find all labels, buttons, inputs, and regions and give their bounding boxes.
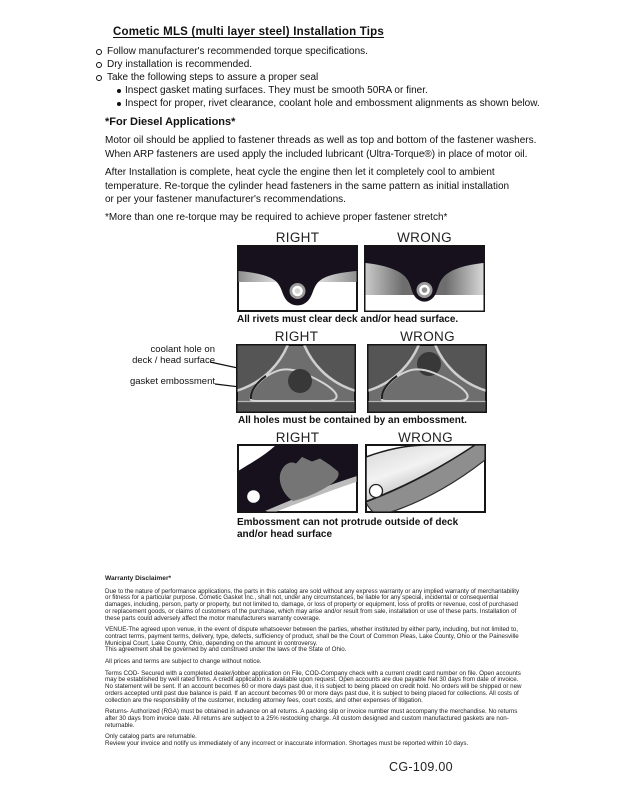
- bullet-text: Follow manufacturer's recommended torque specifications.: [107, 46, 368, 57]
- list-item: [96, 84, 540, 97]
- right-column-header: RIGHT: [274, 329, 319, 344]
- bullet-text: Take the following steps to assure a proper seal: [107, 72, 319, 83]
- disclaimer-paragraph: Review your invoice and notify us immediately of any incorrect or inaccurate information. Shortages must be reported within 10 days.: [105, 740, 469, 748]
- paragraph-line: When ARP fasteners are used apply the included lubricant (Ultra-Torque®) in place of motor oil.: [105, 148, 528, 160]
- rivet-caption: All rivets must clear deck and/or head surface.: [237, 314, 459, 325]
- list-item: [96, 71, 540, 84]
- circle-bullet-icon: [96, 62, 102, 68]
- installation-tips-list: [96, 45, 540, 110]
- coolant-hole-caption: All holes must be contained by an embossment.: [238, 415, 467, 426]
- warranty-disclaimer: [105, 576, 523, 753]
- circle-bullet-icon: [96, 49, 102, 55]
- retorque-footnote: *More than one re-torque may be required to achieve proper fastener stretch*: [105, 212, 448, 223]
- bullet-text: Dry installation is recommended.: [107, 59, 253, 70]
- page-title: Cometic MLS (multi layer steel) Installation Tips: [113, 26, 384, 38]
- disclaimer-paragraph: Returns- Authorized (RGA) must be obtained in advance on all returns. A packing slip or invoice number must accompany the merchandise. No returns after 30 days from invoice date. All returns are subject to a 25% restocking charge. All custom designed and custom manufactured gaskets are non-returnable.: [105, 708, 518, 729]
- paragraph-line: temperature. Re-torque the cylinder head fasteners in the same pattern as initial installation: [105, 180, 510, 192]
- diesel-section-heading: *For Diesel Applications*: [105, 116, 236, 128]
- disclaimer-paragraph: Due to the nature of performance applications, the parts in this catalog are sold without any express warranty or any implied warranty of merchantability or fitness for a particular purpose. Cometic Gasket Inc., shall not, under any circumstances, be liable for any special, incidental or consequential damages, including, person, party or property, but not limited to, damage, or loss of property or equipment, loss of profits or revenue, cost of purchased or replacement goods, or claims of customers of the purchase, which may arise and/or result from sale, installation or use of these parts. Installation of these parts could adversely affect the motor manufacturers warranty coverage.: [105, 587, 520, 622]
- diagram-coolant-hole-wrong: [367, 344, 487, 413]
- dot-bullet-icon: [117, 89, 121, 93]
- label-line: coolant hole on: [150, 344, 215, 355]
- bullet-text: Inspect gasket mating surfaces. They must be smooth 50RA or finer.: [125, 85, 428, 96]
- disclaimer-heading: Warranty Disclaimer*: [105, 575, 172, 582]
- diagram-rivet-right: [237, 245, 358, 312]
- right-column-header: RIGHT: [275, 230, 320, 245]
- caption-line: Embossment can not protrude outside of deck: [237, 517, 459, 528]
- gasket-embossment-label: gasket embossment: [129, 376, 215, 387]
- disclaimer-paragraph: This agreement shall be governed by and construed under the laws of the State of Ohio.: [105, 646, 347, 654]
- label-line: deck / head surface: [132, 354, 215, 366]
- caption-line: and/or head surface: [237, 529, 333, 540]
- right-column-header: RIGHT: [275, 430, 320, 445]
- disclaimer-paragraph: VENUE-The agreed upon venue, in the event of dispute whatsoever between the parties, whether instituted by either party, including, but not limited to, contract terms, payment terms, delivery, type, defects, sufficiency of product, shall be the Court of Common Pleas, Lake County, Ohio or the Painesville Municipal Court, Lake County, Ohio, depending on the amount in controversy.: [105, 626, 519, 647]
- diagram-embossment-wrong: [365, 444, 486, 513]
- disclaimer-paragraph: All prices and terms are subject to change without notice.: [105, 658, 262, 666]
- dot-bullet-icon: [117, 102, 121, 106]
- disclaimer-paragraph: Terms COD- Secured with a completed dealer/jobber application on File, COD-Company check with a current credit card number on file. Open accounts may be established by well rated firms. A credit application is available upon request. Open accounts are due payable Net 30 days from date of invoice. No statement will be sent. If an account becomes 60 or more days past due, it is subject to being placed on credit hold. No orders will be shipped or new orders accepted until past due balance is paid. If an account becomes 90 or more days past due, it is subject to being placed for collections. All costs of collection are the responsibility of the customer, including attorney fees, court costs, and other expenses of litigation.: [105, 669, 522, 704]
- bullet-text: Inspect for proper, rivet clearance, coolant hole and embossment alignments as shown below.: [125, 98, 540, 109]
- diesel-paragraph-1: [105, 134, 536, 161]
- diagram-coolant-hole-right: [236, 344, 356, 413]
- diesel-paragraph-2: [105, 166, 509, 207]
- paragraph-line: or per your fastener manufacturer's recommendations.: [105, 194, 346, 205]
- paragraph-line: Motor oil should be applied to fastener threads as well as top and bottom of the fastener washers.: [105, 135, 537, 146]
- diagram-embossment-right: [237, 444, 358, 513]
- list-item: [96, 58, 540, 71]
- wrong-column-header: WRONG: [398, 430, 453, 445]
- list-item: [96, 97, 540, 110]
- embossment-caption: [237, 517, 458, 541]
- circle-bullet-icon: [96, 75, 102, 81]
- disclaimer-paragraph: Only catalog parts are returnable.: [105, 733, 197, 741]
- wrong-column-header: WRONG: [397, 230, 452, 245]
- paragraph-line: After Installation is complete, heat cycle the engine then let it completely cool to ambient: [105, 167, 495, 178]
- list-item: [96, 45, 540, 58]
- diagram-rivet-wrong: [364, 245, 485, 312]
- page-number: CG-109.00: [389, 760, 453, 774]
- wrong-column-header: WRONG: [400, 329, 455, 344]
